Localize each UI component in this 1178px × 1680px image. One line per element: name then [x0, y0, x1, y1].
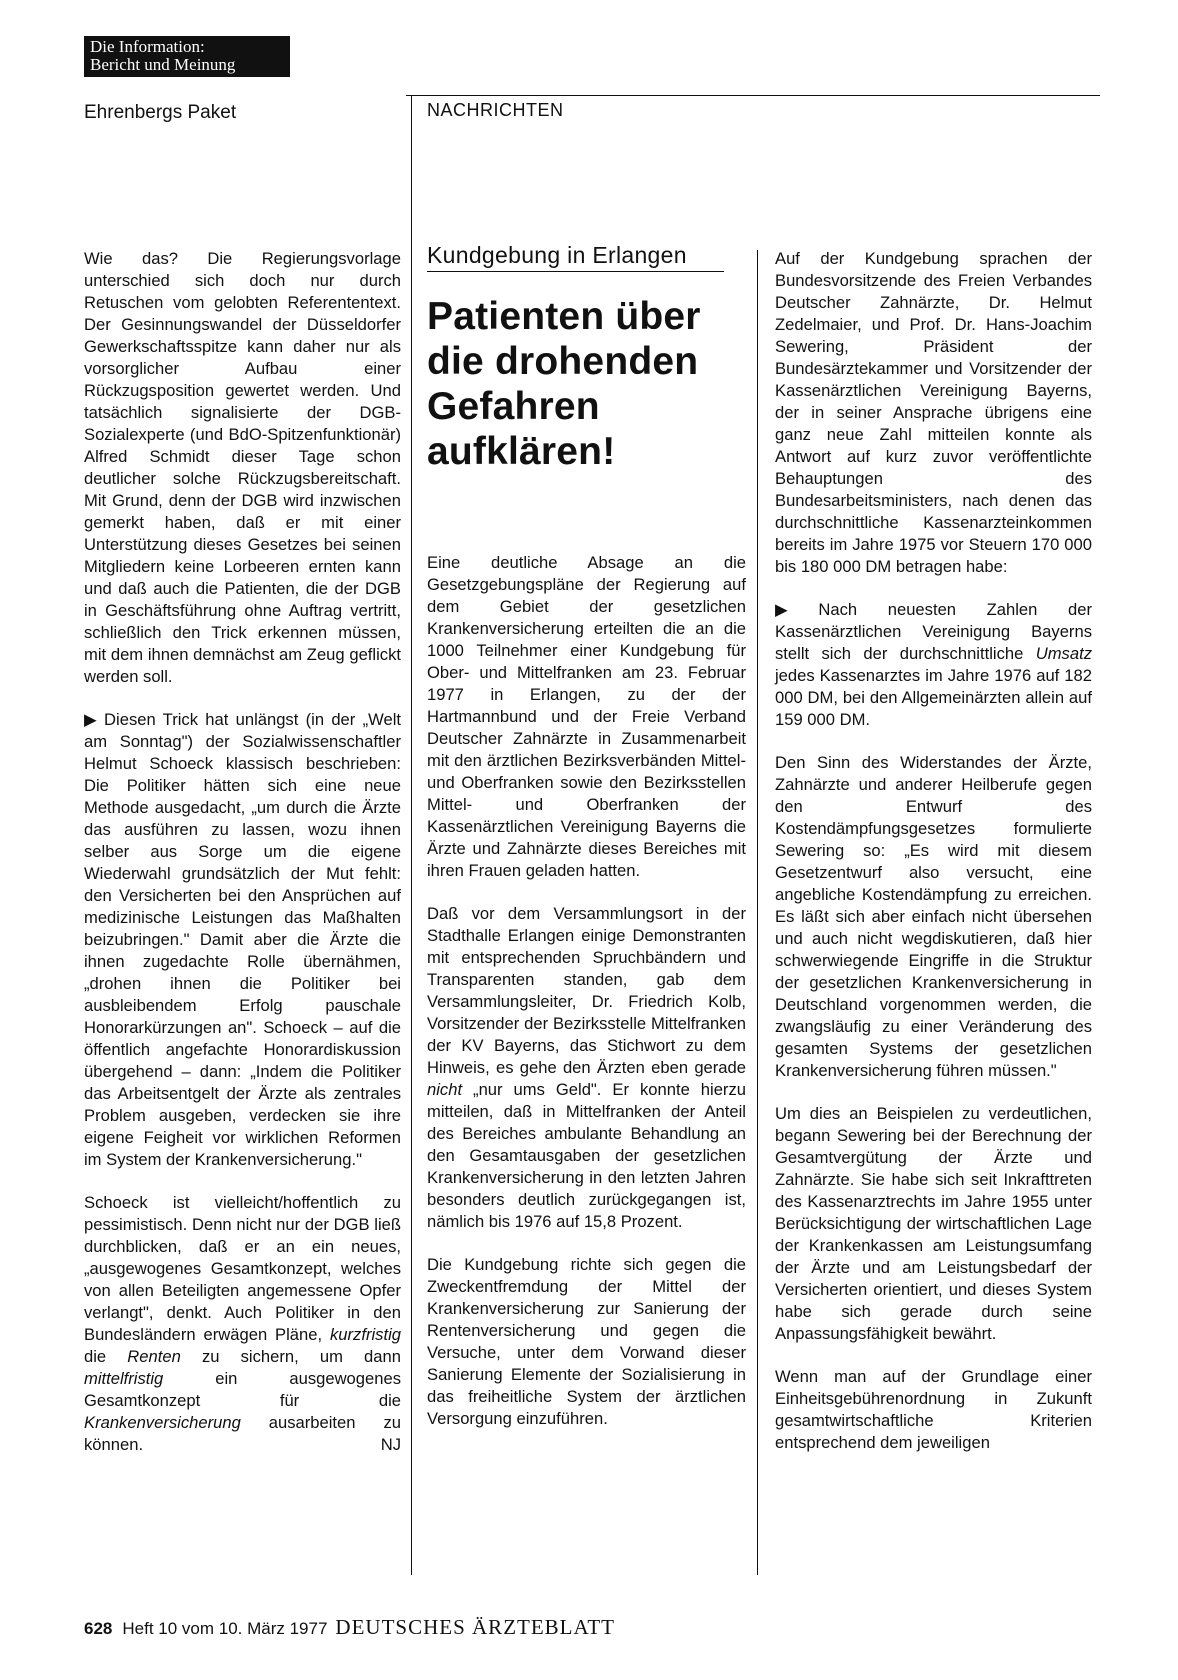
article-headline: Patienten über die drohenden Gefahren aufklären! [427, 295, 701, 473]
paragraph [84, 1192, 401, 1456]
column-left [84, 248, 401, 1477]
page-number: 628 [84, 1619, 113, 1638]
paragraph-text: jedes Kassenarztes im Jahre 1976 auf 182 000 DM, bei den Allgemeinärzten allein auf 159 000 DM. [775, 666, 1092, 729]
author-signature: NJ [380, 1435, 401, 1454]
emphasis: Krankenversicherung [84, 1413, 241, 1432]
page-footer [84, 1615, 615, 1640]
paragraph-text: die [84, 1347, 107, 1366]
section-logo-line2: Bericht und Meinung [90, 55, 236, 74]
emphasis: Umsatz [1035, 644, 1092, 663]
column-divider-2 [757, 250, 758, 1575]
paragraph-text: Daß vor dem Versammlungsort in der Stadthalle Erlangen einige Demonstranten mit entsprechenden Spruchbändern und Transparenten standen, gab dem Versammlungsleiter, Dr. Friedrich Kolb, Vorsitzender der Bezirksstelle Mittelfranken der KV Bayerns, das Stichwort zu dem Hinweis, es gehe den Ärzten eben gerade [427, 904, 746, 1077]
emphasis: nicht [427, 1080, 463, 1099]
paragraph [775, 599, 1092, 731]
header-rule [406, 95, 1100, 96]
paragraph-text: „nur ums Geld". Er konnte hierzu mitteilen, daß in Mittelfranken der Anteil des Bereiches ambulante Behandlung an den Gesamtausgaben der gesetzlichen Krankenversicherung in den letzten Jahren besonders deutlich zurückgegangen ist, nämlich bis 1976 auf 15,8 Prozent. [427, 1080, 746, 1231]
paragraph-text: zu sichern, um dann [201, 1347, 401, 1366]
column-middle [427, 552, 746, 1451]
paragraph: Den Sinn des Widerstandes der Ärzte, Zahnärzte und anderer Heilberufe gegen den Entwurf des Kostendämpfungsgesetzes formulierte Sewering so: „Es wird mit diesem Gesetzentwurf also versucht, eine angebliche Kostendämpfung zu erreichen. Es läßt sich aber einfach nicht übersehen und auch nicht wegdiskutieren, daß hier schwerwiegende Eingriffe in die Struktur der gesetzlichen Krankenversicherung in Deutschland vorgenommen werden, die zwangsläufig zu einer Veränderung des gesamten Systems der gesetzlichen Krankenversicherung führen müssen." [775, 753, 1092, 1080]
paragraph: Auf der Kundgebung sprachen der Bundesvorsitzende des Freien Verbandes Deutscher Zahnärzte, Dr. Helmut Zedelmaier, und Prof. Dr. Hans-Joachim Sewering, Präsident der Bundesärztekammer und Vorsitzender der Kassenärztlichen Vereinigung Bayerns, der in seiner Ansprache übrigens eine ganz neue Zahl mitteilen konnte als Antwort auf kurz zuvor veröffentlichte Behauptungen des Bundesarbeitsministers, nach denen das durchschnittliche Kassenarzteinkommen bereits im Jahre 1975 vor Steuern 170 000 bis 180 000 DM betragen habe: [775, 249, 1092, 576]
section-logo [84, 36, 290, 77]
issue-info: Heft 10 vom 10. März 1977 [122, 1619, 328, 1638]
article-kicker: Kundgebung in Erlangen [427, 241, 724, 272]
emphasis: mittelfristig [84, 1369, 164, 1388]
column-right [775, 248, 1092, 1475]
bullet-arrow-icon: ▶ [84, 710, 97, 729]
paragraph: Die Kundgebung richte sich gegen die Zweckentfremdung der Mittel der Krankenversicherung zur Sanierung der Rentenversicherung und gegen die Versuche, unter dem Vorwand dieser Sanierung Elemente der Sozialisierung in das freiheitliche System der ärztlichen Versorgung einzuführen. [427, 1255, 746, 1428]
journal-name: DEUTSCHES ÄRZTEBLATT [335, 1615, 615, 1639]
emphasis: kurzfristig [330, 1325, 401, 1344]
paragraph-text: Nach neuesten Zahlen der Kassenärztlichen Vereinigung Bayerns stellt sich der durchschnittliche [775, 600, 1092, 663]
bullet-arrow-icon: ▶ [775, 600, 788, 619]
paragraph-text: Diesen Trick hat unlängst (in der „Welt am Sonntag") der Sozialwissenschaftler Helmut Schoeck klassisch beschrieben: Die Politiker hätten sich eine neue Methode ausgedacht, „um durch die Ärzte das ausführen zu lassen, wozu ihnen selber aus Sorge um die eigene Wiederwahl grundsätzlich der Mut fehlt: den Versicherten bei den Ansprüchen auf medizinische Leistungen das Maßhalten beizubringen." Damit aber die Ärzte die ihnen zugedachte Rolle übernähmen, „drohen ihnen die Politiker bei ausbleibendem Erfolg pauschale Honorarkürzungen an". Schoeck – auf die öffentlich angefachte Honorardiskussion übergehend – dann: „Indem die Politiker das Arbeitsentgelt der Ärzte als zentrales Problem ausgeben, verdecken sie ihre eigene Feigheit vor wirklichen Reformen im System der Krankenversicherung." [84, 710, 401, 1169]
rubric-right: NACHRICHTEN [427, 100, 564, 120]
paragraph-text: ausarbeiten zu können. [84, 1413, 401, 1454]
paragraph: Wenn man auf der Grundlage einer Einheitsgebührenordnung in Zukunft gesamtwirtschaftliche Kriterien entsprechend dem jeweiligen [775, 1367, 1092, 1452]
paragraph: Um dies an Beispielen zu verdeutlichen, begann Sewering bei der Berechnung der Gesamtvergütung der Ärzte und Zahnärzte. Sie habe sich seit Inkrafttreten des Kassenarztrechts im Jahre 1955 unter Berücksichtigung der wirtschaftlichen Lage der Krankenkassen am Leistungsumfang der Ärzte und am Leistungsbedarf der Versicherten orientiert, und dieses System habe sich gerade durch seine Anpassungsfähigkeit bewährt. [775, 1104, 1092, 1343]
paragraph: Eine deutliche Absage an die Gesetzgebungspläne der Regierung auf dem Gebiet der gesetzlichen Krankenversicherung erteilten die an die 1000 Teilnehmer einer Kundgebung für Ober- und Mittelfranken am 23. Februar 1977 in Erlangen, zu der der Hartmannbund und der Freie Verband Deutscher Zahnärzte in Zusammenarbeit mit den ärztlichen Bezirksverbänden Mittel- und Oberfranken sowie den Bezirksstellen Mittel- und Oberfranken der Kassenärztlichen Vereinigung Bayerns die Ärzte und Zahnärzte dieses Bereiches mit ihren Frauen geladen hatten. [427, 553, 746, 880]
paragraph: Wie das? Die Regierungsvorlage unterschied sich doch nur durch Retuschen vom gelobten Referententext. Der Gesinnungswandel der Düsseldorfer Gewerkschaftsspitze kann daher nur als vorsorglicher Aufbau einer Rückzugsposition gewertet werden. Und tatsächlich signalisierte der DGB-Sozialexperte (und BdO-Spitzenfunktionär) Alfred Schmidt dieser Tage schon deutlicher solche Rückzugsbereitschaft. Mit Grund, denn der DGB wird inzwischen gemerkt haben, daß er mit einer Unterstützung dieses Gesetzes bei seinen Mitgliedern keine Lorbeeren ernten kann und daß auch die Patienten, die der DGB in Geschäftsführung ohne Auftrag vertritt, schließlich den Trick erkennen müssen, mit dem ihnen demnächst am Zeug geflickt werden soll. [84, 249, 401, 686]
section-logo-line1: Die Information: [90, 37, 205, 56]
paragraph-text: Schoeck ist vielleicht/hoffentlich zu pessimistisch. Denn nicht nur der DGB ließ durchblicken, daß er an ein neues, „ausgewogenes Gesamtkonzept, welches von allen Beteiligten angemessene Opfer verlangt", denkt. Auch Politiker in den Bundesländern erwägen Pläne, [84, 1193, 401, 1344]
emphasis: Renten [127, 1347, 181, 1366]
paragraph [427, 903, 746, 1233]
column-divider [411, 95, 412, 1575]
paragraph-text: ein ausgewogenes Gesamtkonzept für die [84, 1369, 401, 1410]
rubric-left: Ehrenbergs Paket [84, 102, 237, 123]
paragraph [84, 709, 401, 1171]
